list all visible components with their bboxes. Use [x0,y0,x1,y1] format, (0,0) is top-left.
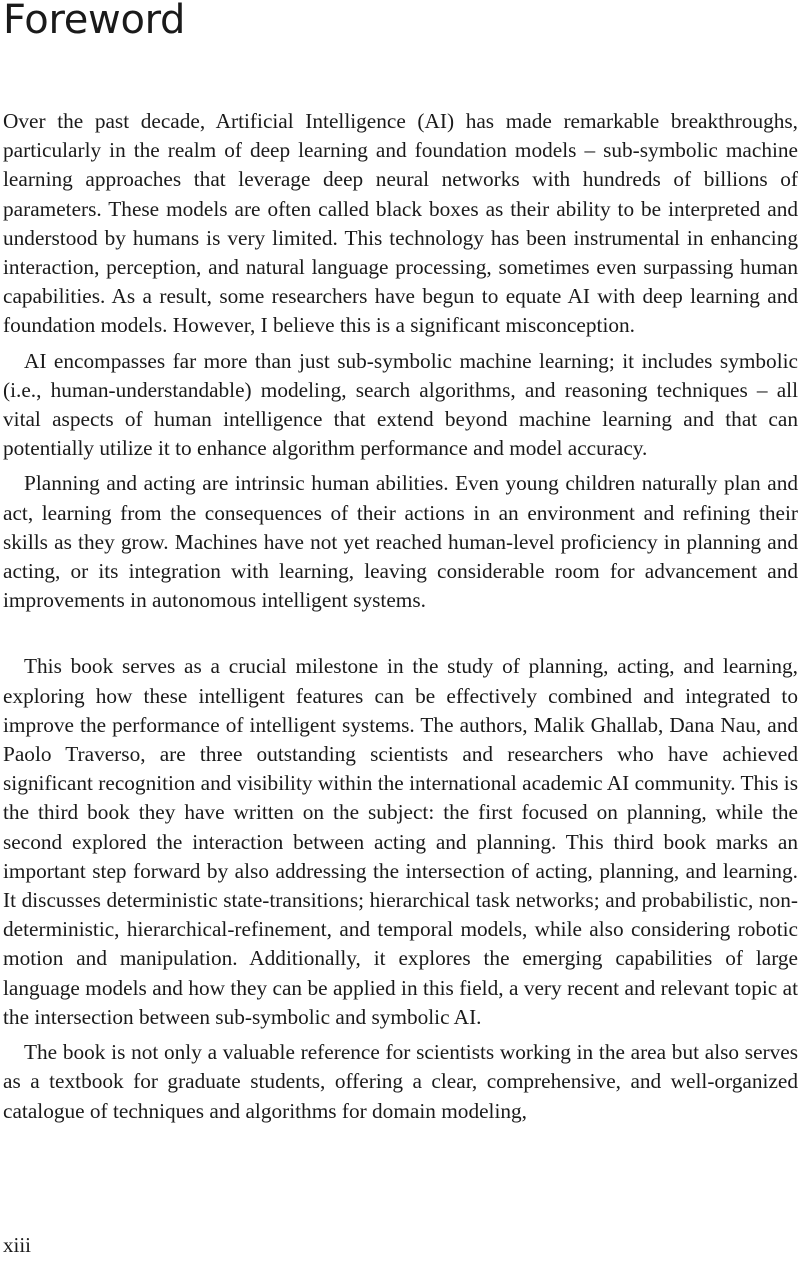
paragraph-5: The book is not only a valuable reference for scientists working in the area but also serves as a textbook for graduate students, offering a clear, comprehensive, and well-organized catalogue of techniques and algorithms for domain modeling, [3,1040,798,1123]
foreword-body [3,107,798,1126]
paragraph-2: AI encompasses far more than just sub-symbolic machine learning; it includes symbolic (i.e., human-understandable) modeling, search algorithms, and reasoning techniques – all vital aspects of human intelligence that extend beyond machine learning and that can potentially utilize it to enhance algorithm performance and model accuracy. [3,348,798,461]
paragraph-3: Planning and acting are intrinsic human abilities. Even young children naturally plan and act, learning from the consequences of their actions in an environment and refining their skills as they grow. Machines have not yet reached human-level proficiency in planning and acting, or its integration with learning, leaving considerable room for advancement and improvements in autonomous intelligent systems. [3,471,798,613]
page-title: Foreword [3,0,186,43]
page-number: xiii [3,1233,32,1257]
paragraph-1: Over the past decade, Artificial Intelligence (AI) has made remarkable breakthroughs, particularly in the realm of deep learning and foundation models – sub-symbolic machine learning approaches that leverage deep neural networks with hundreds of billions of parameters. These models are often called black boxes as their ability to be interpreted and understood by humans is very limited. This technology has been instrumental in enhancing interaction, perception, and natural language processing, sometimes even surpassing human capabilities. As a result, some researchers have begun to equate AI with deep learning and foundation models. However, I believe this is a significant misconception. [3,109,798,338]
paragraph-4: This book serves as a crucial milestone in the study of planning, acting, and learning, exploring how these intelligent features can be effectively combined and integrated to improve the performance of intelligent systems. The authors, Malik Ghallab, Dana Nau, and Paolo Traverso, are three outstanding scientists and researchers who have achieved significant recognition and visibility within the international academic AI community. This is the third book they have written on the subject: the first focused on planning, while the second explored the interaction between acting and planning. This third book marks an important step forward by also addressing the intersection of acting, planning, and learning. It discusses deterministic state-transitions; hierarchical task networks; and probabilistic, non-deterministic, hierarchical-refinement, and temporal models, while also considering robotic motion and manipulation. Additionally, it explores the emerging capabilities of large language models and how they can be applied in this field, a very recent and relevant topic at the intersection between sub-symbolic and symbolic AI. [3,654,798,1029]
